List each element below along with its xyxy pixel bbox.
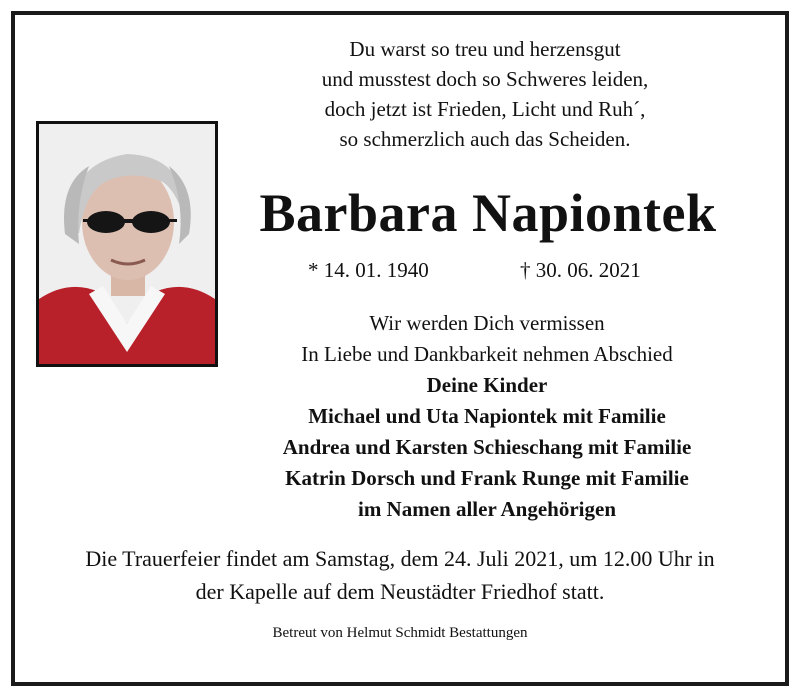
- birth-date: * 14. 01. 1940: [308, 258, 429, 282]
- death-date: † 30. 06. 2021: [520, 258, 641, 282]
- mourners-heading: Deine Kinder: [426, 373, 548, 397]
- poem-line: so schmerzlich auch das Scheiden.: [339, 127, 631, 151]
- poem-line: doch jetzt ist Frieden, Licht und Ruh´,: [324, 97, 646, 121]
- mourners-block: [232, 308, 742, 525]
- funeral-service-info: [30, 542, 770, 608]
- family-line: Katrin Dorsch und Frank Runge mit Familie: [285, 466, 689, 490]
- undertaker-credit: Betreut von Helmut Schmidt Bestattungen: [272, 625, 528, 641]
- life-dates: [308, 258, 668, 288]
- deceased-name: Barbara Napiontek: [259, 183, 717, 243]
- portrait-photo: [36, 121, 218, 367]
- farewell-line: In Liebe und Dankbarkeit nehmen Abschied: [301, 342, 673, 366]
- service-line: Die Trauerfeier findet am Samstag, dem 24. Juli 2021, um 12.00 Uhr in: [85, 546, 715, 571]
- service-line: der Kapelle auf dem Neustädter Friedhof statt.: [195, 579, 605, 604]
- farewell-line: Wir werden Dich vermissen: [369, 311, 605, 335]
- poem-line: und musstest doch so Schweres leiden,: [321, 67, 649, 91]
- mourners-closing: im Namen aller Angehörigen: [357, 497, 616, 521]
- memorial-poem: [290, 34, 680, 154]
- family-line: Andrea und Karsten Schieschang mit Familie: [282, 435, 692, 459]
- poem-line: Du warst so treu und herzensgut: [349, 37, 621, 61]
- family-line: Michael und Uta Napiontek mit Familie: [308, 404, 666, 428]
